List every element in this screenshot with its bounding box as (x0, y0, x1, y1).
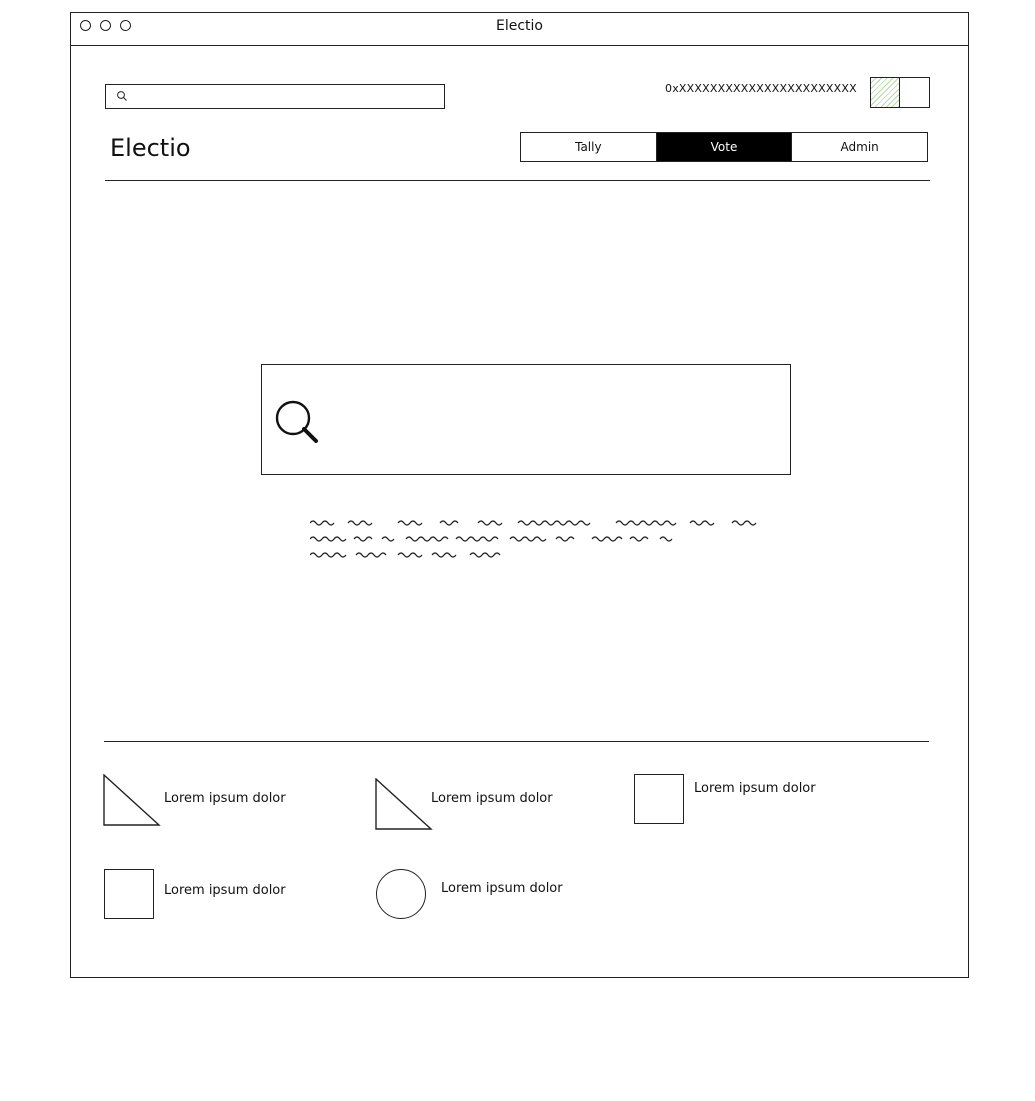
legend-label: Lorem ipsum dolor (694, 781, 816, 796)
search-icon (116, 90, 128, 102)
account-menu-button[interactable] (899, 77, 930, 108)
main-search-input[interactable] (261, 364, 791, 475)
placeholder-text-line (310, 518, 760, 528)
legend-divider (104, 741, 929, 742)
triangle-shape-icon (375, 778, 433, 832)
placeholder-text-line (310, 534, 760, 544)
header-divider (105, 180, 930, 181)
placeholder-text-line (310, 550, 760, 560)
nav-tabs (520, 132, 928, 162)
legend-label: Lorem ipsum dolor (441, 881, 563, 896)
legend-label: Lorem ipsum dolor (164, 883, 286, 898)
search-input[interactable] (105, 84, 445, 109)
tab-admin[interactable]: Admin (840, 140, 879, 154)
tab-vote[interactable]: Vote (657, 133, 793, 161)
square-shape-icon (104, 869, 154, 919)
square-shape-icon (634, 774, 684, 824)
window-title: Electio (496, 18, 543, 34)
magnifier-icon (273, 398, 323, 448)
wallet-address: 0xXXXXXXXXXXXXXXXXXXXXXXX (665, 82, 857, 95)
triangle-shape-icon (103, 774, 161, 828)
account-avatar[interactable] (870, 77, 900, 108)
legend-label: Lorem ipsum dolor (431, 791, 553, 806)
tab-tally[interactable]: Tally (521, 133, 657, 161)
circle-shape-icon (376, 869, 426, 919)
page-title: Electio (110, 134, 191, 162)
legend-label: Lorem ipsum dolor (164, 791, 286, 806)
